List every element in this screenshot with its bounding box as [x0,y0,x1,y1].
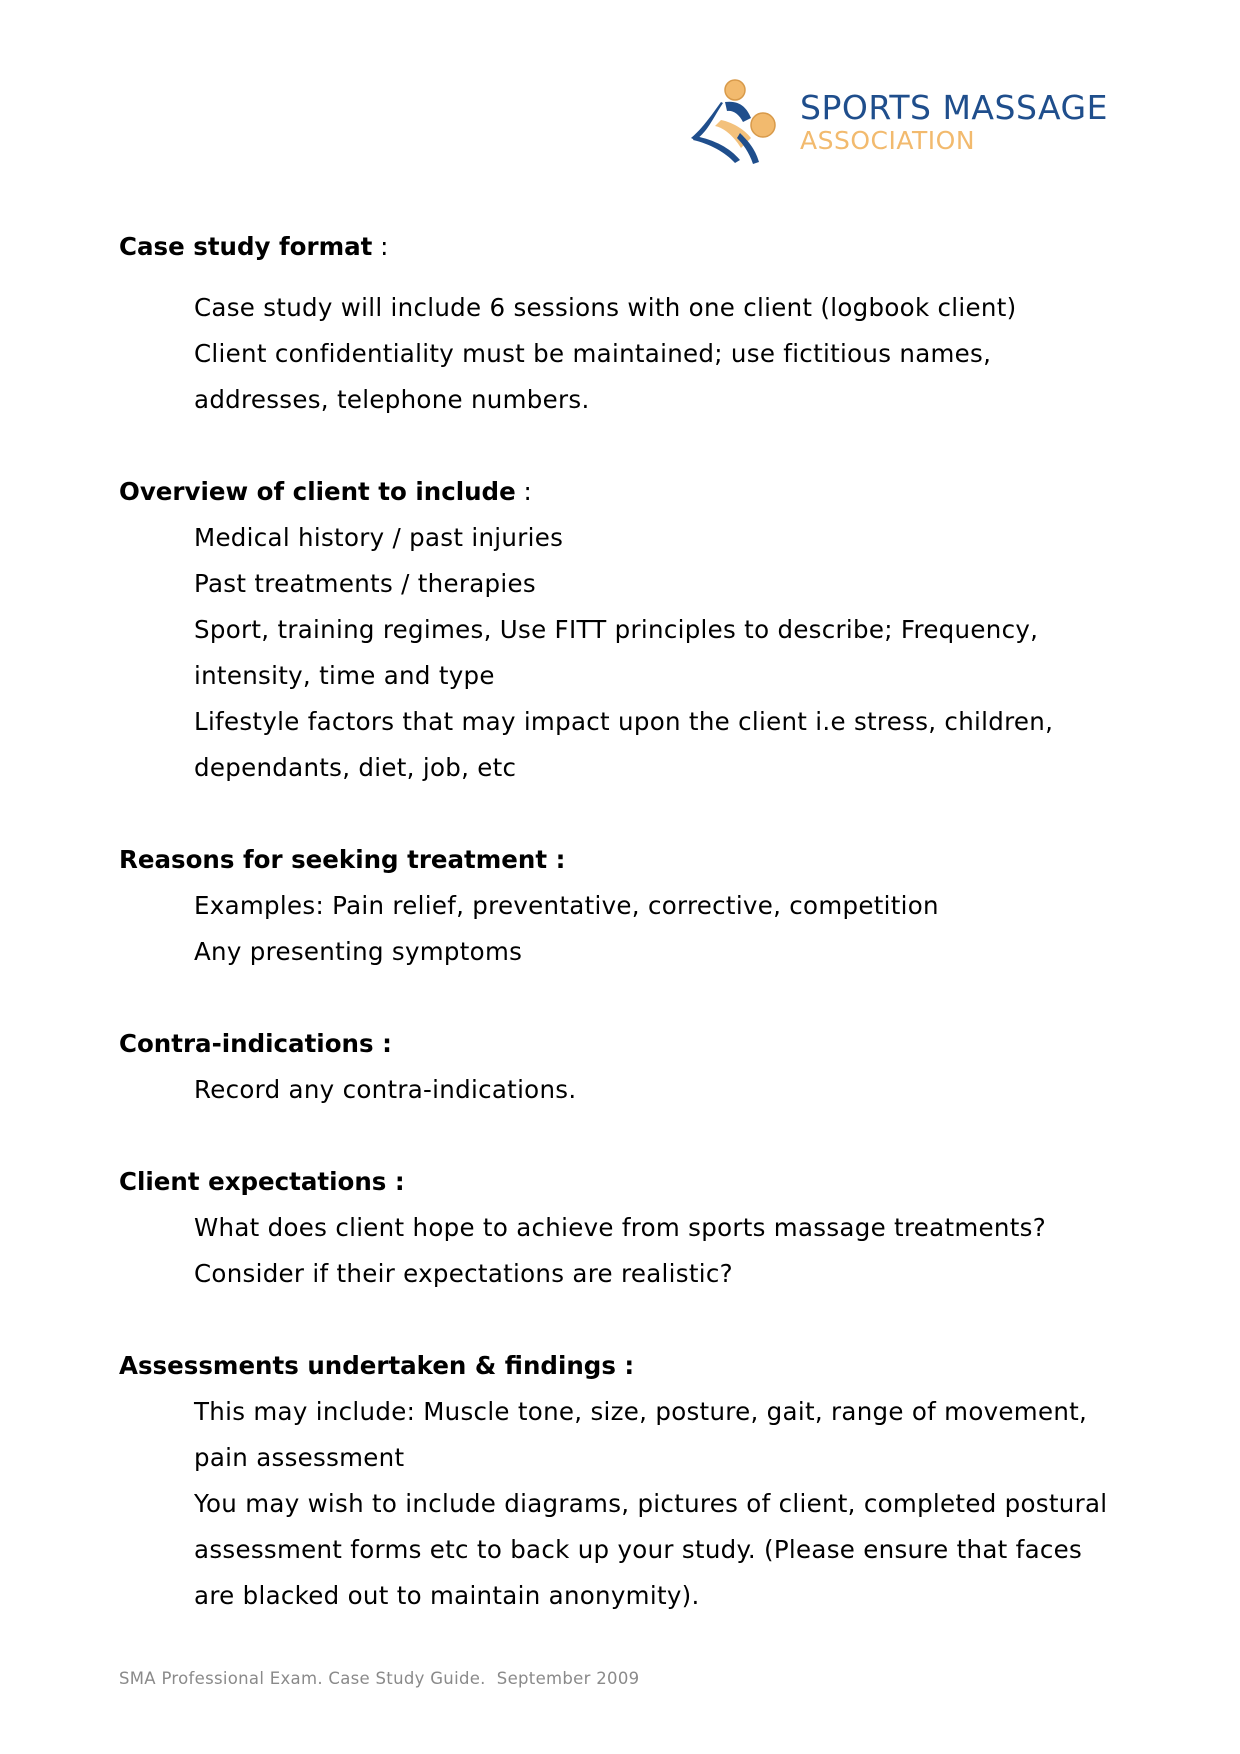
section-line: This may include: Muscle tone, size, posture, gait, range of movement, [194,1397,1088,1426]
section-line: dependants, diet, job, etc [194,753,517,782]
logo-subtitle: ASSOCIATION [800,126,976,155]
section-lines [119,1389,1129,1619]
section-heading [119,469,1129,515]
section-line: Medical history / past injuries [194,523,564,552]
section-line: You may wish to include diagrams, pictures of client, completed postural [194,1489,1108,1518]
section-line: assessment forms etc to back up your study. (Please ensure that faces [194,1535,1083,1564]
section-line: Lifestyle factors that may impact upon the client i.e stress, children, [194,707,1054,736]
section-line: are blacked out to maintain anonymity). [194,1581,700,1610]
section-reasons-for-treatment [119,837,1129,975]
section-line: Past treatments / therapies [194,569,536,598]
massage-figures-icon [685,78,795,168]
section-line: Any presenting symptoms [194,937,523,966]
section-client-overview [119,469,1129,791]
section-line: Sport, training regimes, Use FITT principles to describe; Frequency, [194,615,1039,644]
section-lines [119,1205,1129,1297]
section-heading [119,1159,1129,1205]
section-case-study-format [119,224,1129,423]
section-line: addresses, telephone numbers. [194,385,590,414]
section-heading-text: Client expectations : [119,1167,405,1196]
section-line: What does client hope to achieve from sports massage treatments? [194,1213,1047,1242]
section-heading [119,1343,1129,1389]
document-body [119,224,1129,1665]
section-contra-indications [119,1021,1129,1113]
logo-title: SPORTS MASSAGE [800,88,1108,127]
section-line: intensity, time and type [194,661,495,690]
section-lines [119,285,1129,423]
sma-logo [685,78,1125,168]
section-assessments [119,1343,1129,1619]
section-heading-text: Overview of client to include [119,477,516,506]
section-heading-suffix: : [372,232,389,261]
section-heading-text: Reasons for seeking treatment : [119,845,566,874]
section-heading-text: Assessments undertaken & findings : [119,1351,635,1380]
section-line: Consider if their expectations are realistic? [194,1259,733,1288]
page-footer: SMA Professional Exam. Case Study Guide. September 2009 [119,1669,640,1688]
section-heading [119,1021,1129,1067]
section-heading-text: Contra-indications : [119,1029,392,1058]
section-lines [119,1067,1129,1113]
section-line: Client confidentiality must be maintained; use fictitious names, [194,339,992,368]
section-client-expectations [119,1159,1129,1297]
section-heading-suffix: : [515,477,532,506]
section-heading [119,837,1129,883]
section-line: Examples: Pain relief, preventative, corrective, competition [194,891,939,920]
section-line: pain assessment [194,1443,405,1472]
section-line: Case study will include 6 sessions with one client (logbook client) [194,293,1017,322]
section-heading-text: Case study format [119,232,373,261]
section-lines [119,515,1129,791]
section-line: Record any contra-indications. [194,1075,577,1104]
section-lines [119,883,1129,975]
section-heading [119,224,1129,270]
